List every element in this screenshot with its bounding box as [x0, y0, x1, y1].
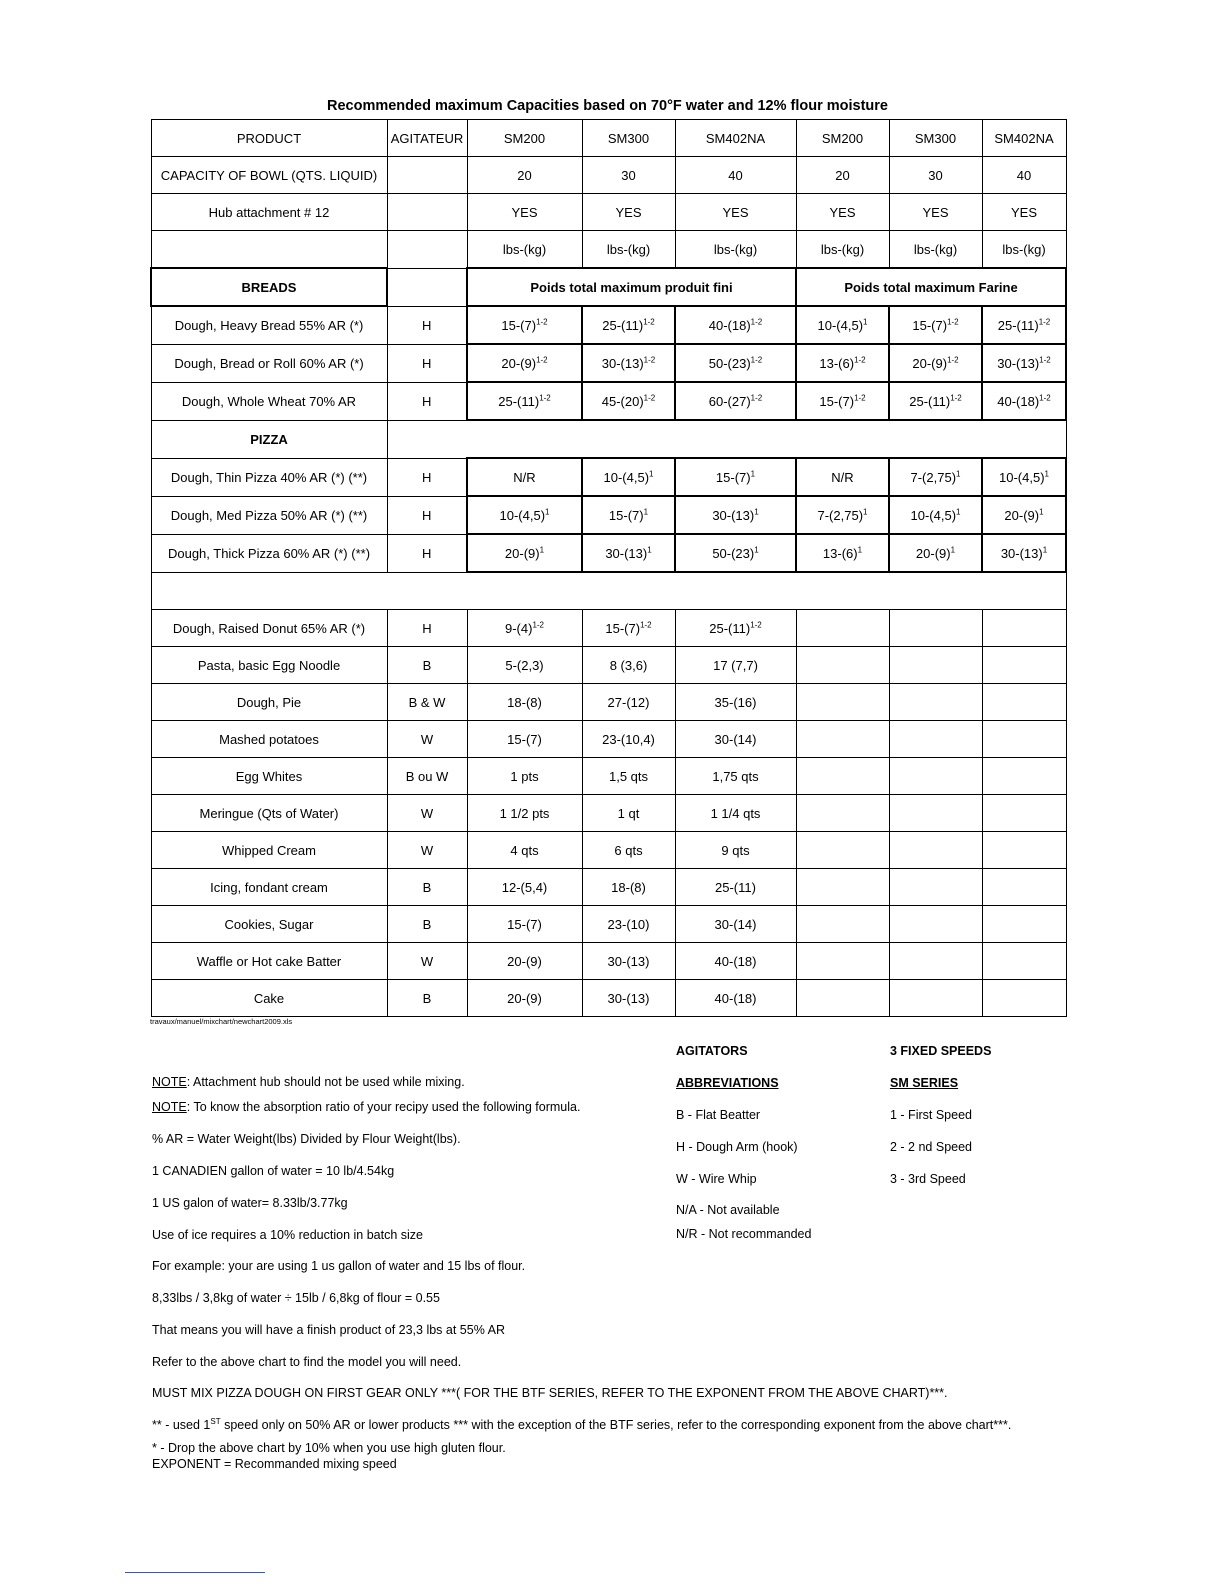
agitator-code: B [387, 980, 467, 1017]
speed-item: 3 - 3rd Speed [890, 1172, 966, 1186]
table-cell: 30 [582, 157, 675, 194]
hub-row [151, 194, 1066, 231]
capacity-value: 1,75 qts [675, 758, 796, 795]
capacity-value: $15-(7)^1$ [675, 458, 796, 496]
table-row [151, 684, 1066, 721]
table-cell [982, 943, 1066, 980]
footer-rule [125, 1572, 265, 1573]
agitator-code: B [387, 906, 467, 943]
table-row [151, 721, 1066, 758]
capacity-value: $50-(23)^1$ [675, 534, 796, 572]
first-speed-note: ** - used 1ST speed only on 50% AR or lower products *** with the exception of the BTF series, refer to the corresponding exponent from the above chart***. [152, 1416, 1012, 1432]
capacity-value: $15-(7)^{1-2}$ [467, 306, 582, 344]
capacity-value: 1 1/4 qts [675, 795, 796, 832]
capacity-value: 40-(18) [675, 943, 796, 980]
table-cell [889, 610, 982, 647]
capacity-value: $45-(20)^{1-2}$ [582, 382, 675, 420]
table-row [151, 458, 1066, 496]
product-name: Waffle or Hot cake Batter [151, 943, 387, 980]
table-cell: YES [582, 194, 675, 231]
capacity-row [151, 157, 1066, 194]
section-label: PIZZA [151, 420, 387, 458]
capacity-value: $10-(4,5)^1$ [796, 306, 889, 344]
capacity-value: 18-(8) [582, 869, 675, 906]
capacity-value: $13-(6)^1$ [796, 534, 889, 572]
column-header: SM300 [582, 120, 675, 157]
capacity-value: 5-(2,3) [467, 647, 582, 684]
product-name: Dough, Bread or Roll 60% AR (*) [151, 344, 387, 382]
capacity-value: $7-(2,75)^1$ [796, 496, 889, 534]
agitator-code: B ou W [387, 758, 467, 795]
capacity-value: $20-(9)^{1-2}$ [467, 344, 582, 382]
table-cell [796, 906, 889, 943]
table-row [151, 382, 1066, 420]
table-cell [796, 943, 889, 980]
column-header: SM200 [796, 120, 889, 157]
table-row [151, 647, 1066, 684]
capacity-value: $30-(13)^{1-2}$ [982, 344, 1066, 382]
table-row [151, 832, 1066, 869]
table-cell [796, 980, 889, 1017]
table-cell: 20 [796, 157, 889, 194]
speeds-subtitle: SM SERIES [890, 1076, 959, 1090]
table-cell [889, 758, 982, 795]
product-name: Cookies, Sugar [151, 906, 387, 943]
table-cell: CAPACITY OF BOWL (QTS. LIQUID) [151, 157, 387, 194]
table-cell [796, 795, 889, 832]
agitator-code: W [387, 943, 467, 980]
capacity-value: 30-(14) [675, 906, 796, 943]
capacity-value: 30-(14) [675, 721, 796, 758]
agitator-code: H [387, 306, 467, 344]
table-row [151, 610, 1066, 647]
capacity-value: $50-(23)^{1-2}$ [675, 344, 796, 382]
capacity-value: $7-(2,75)^1$ [889, 458, 982, 496]
table-cell [889, 721, 982, 758]
table-cell: YES [675, 194, 796, 231]
capacity-value: $20-(9)^{1-2}$ [889, 344, 982, 382]
capacity-value: 18-(8) [467, 684, 582, 721]
table-row [151, 795, 1066, 832]
table-row [151, 306, 1066, 344]
table-cell [889, 869, 982, 906]
product-name: Dough, Thick Pizza 60% AR (*) (**) [151, 534, 387, 572]
capacity-value: 23-(10) [582, 906, 675, 943]
table-cell [796, 721, 889, 758]
agitator-code: H [387, 534, 467, 572]
column-header: SM300 [889, 120, 982, 157]
capacity-value: $25-(11)^{1-2}$ [675, 610, 796, 647]
agitator-code: H [387, 610, 467, 647]
capacity-value: $9-(4)^{1-2}$ [467, 610, 582, 647]
capacity-value: N/R [467, 458, 582, 496]
capacity-value: $15-(7)^{1-2}$ [889, 306, 982, 344]
capacity-value: 6 qts [582, 832, 675, 869]
example-note: For example: your are using 1 us gallon of water and 15 lbs of flour. [152, 1259, 526, 1273]
capacity-value: $30-(13)^{1-2}$ [582, 344, 675, 382]
table-cell [889, 980, 982, 1017]
capacity-value: $15-(7)^{1-2}$ [796, 382, 889, 420]
canadian-gallon: 1 CANADIEN gallon of water = 10 lb/4.54kg [152, 1164, 395, 1178]
product-name: Dough, Heavy Bread 55% AR (*) [151, 306, 387, 344]
capacity-value: 9 qts [675, 832, 796, 869]
table-cell: lbs-(kg) [582, 231, 675, 269]
agitator-code: B [387, 869, 467, 906]
group-header: Poids total maximum Farine [796, 268, 1066, 306]
table-cell: 20 [467, 157, 582, 194]
capacity-value: 1 qt [582, 795, 675, 832]
table-cell: Hub attachment # 12 [151, 194, 387, 231]
column-header: SM402NA [982, 120, 1066, 157]
table-cell: lbs-(kg) [796, 231, 889, 269]
speed-item: 1 - First Speed [890, 1108, 972, 1122]
capacity-value: 20-(9) [467, 943, 582, 980]
table-cell: 40 [982, 157, 1066, 194]
table-cell [387, 157, 467, 194]
capacity-value: 1,5 qts [582, 758, 675, 795]
refer-note: Refer to the above chart to find the model you will need. [152, 1355, 462, 1369]
agitator-code: H [387, 496, 467, 534]
table-cell [387, 420, 1066, 458]
agitator-code: H [387, 344, 467, 382]
capacity-table [150, 119, 1067, 1017]
table-row [151, 534, 1066, 572]
agitator-item: W - Wire Whip [676, 1172, 757, 1186]
capacity-value: $10-(4,5)^1$ [467, 496, 582, 534]
capacity-value: $10-(4,5)^1$ [982, 458, 1066, 496]
table-cell: YES [982, 194, 1066, 231]
capacity-value: 17 (7,7) [675, 647, 796, 684]
us-gallon: 1 US galon of water= 8.33lb/3.77kg [152, 1196, 348, 1210]
table-cell [387, 268, 467, 306]
note-absorption: NOTE: To know the absorption ratio of your recipy used the following formula. [152, 1100, 581, 1114]
capacity-value: 27-(12) [582, 684, 675, 721]
capacity-value: $25-(11)^{1-2}$ [982, 306, 1066, 344]
capacity-value: 23-(10,4) [582, 721, 675, 758]
table-cell: lbs-(kg) [982, 231, 1066, 269]
table-cell [982, 832, 1066, 869]
capacity-value: 20-(9) [467, 980, 582, 1017]
exponent-note: EXPONENT = Recommanded mixing speed [152, 1457, 397, 1471]
table-cell [982, 647, 1066, 684]
capacity-value: $20-(9)^1$ [982, 496, 1066, 534]
capacity-value: $30-(13)^1$ [982, 534, 1066, 572]
agitator-code: W [387, 795, 467, 832]
product-name: Mashed potatoes [151, 721, 387, 758]
agitator-code: B & W [387, 684, 467, 721]
ice-note: Use of ice requires a 10% reduction in batch size [152, 1228, 423, 1242]
spacer-row [151, 572, 1066, 610]
capacity-value: $30-(13)^1$ [675, 496, 796, 534]
capacity-value: $60-(27)^{1-2}$ [675, 382, 796, 420]
agitator-code: B [387, 647, 467, 684]
table-row [151, 906, 1066, 943]
agitator-item: H - Dough Arm (hook) [676, 1140, 798, 1154]
column-header: AGITATEUR [387, 120, 467, 157]
capacity-value: $15-(7)^{1-2}$ [582, 610, 675, 647]
table-row [151, 758, 1066, 795]
capacity-value: 25-(11) [675, 869, 796, 906]
product-name: Dough, Med Pizza 50% AR (*) (**) [151, 496, 387, 534]
file-reference: travaux/manuel/mixchart/newchart2009.xls [150, 1017, 293, 1026]
capacity-value: $13-(6)^{1-2}$ [796, 344, 889, 382]
table-cell [387, 194, 467, 231]
result-note: That means you will have a finish product of 23,3 lbs at 55% AR [152, 1323, 505, 1337]
table-cell [796, 869, 889, 906]
capacity-value: 8 (3,6) [582, 647, 675, 684]
table-cell: YES [889, 194, 982, 231]
table-cell [889, 647, 982, 684]
product-name: Cake [151, 980, 387, 1017]
column-header: SM200 [467, 120, 582, 157]
column-header: PRODUCT [151, 120, 387, 157]
header-row [151, 120, 1066, 157]
pizza-heading-row [151, 420, 1066, 458]
table-cell [982, 610, 1066, 647]
table-row [151, 980, 1066, 1017]
product-name: Pasta, basic Egg Noodle [151, 647, 387, 684]
table-cell [796, 610, 889, 647]
table-cell [889, 684, 982, 721]
product-name: Egg Whites [151, 758, 387, 795]
capacity-value: $25-(11)^{1-2}$ [889, 382, 982, 420]
table-cell [982, 758, 1066, 795]
high-gluten-note: * - Drop the above chart by 10% when you use high gluten flour. [152, 1441, 506, 1455]
table-cell: lbs-(kg) [467, 231, 582, 269]
product-name: Whipped Cream [151, 832, 387, 869]
speed-item: 2 - 2 nd Speed [890, 1140, 973, 1154]
must-mix-note: MUST MIX PIZZA DOUGH ON FIRST GEAR ONLY ***( FOR THE BTF SERIES, REFER TO THE EXPONENT FROM THE ABOVE CHART)***. [152, 1386, 948, 1400]
table-row [151, 344, 1066, 382]
capacity-value: $40-(18)^{1-2}$ [675, 306, 796, 344]
capacity-value: 1 pts [467, 758, 582, 795]
capacity-value: 15-(7) [467, 721, 582, 758]
agitator-item: N/R - Not recommanded [676, 1227, 812, 1241]
table-cell [889, 832, 982, 869]
table-cell [889, 943, 982, 980]
capacity-value: $10-(4,5)^1$ [582, 458, 675, 496]
breads-heading-row [151, 268, 1066, 306]
capacity-value: $40-(18)^{1-2}$ [982, 382, 1066, 420]
table-row [151, 496, 1066, 534]
capacity-value: 12-(5,4) [467, 869, 582, 906]
product-name: Dough, Whole Wheat 70% AR [151, 382, 387, 420]
product-name: Meringue (Qts of Water) [151, 795, 387, 832]
agitator-code: W [387, 721, 467, 758]
table-cell: YES [467, 194, 582, 231]
table-cell [151, 572, 1066, 610]
table-cell [982, 869, 1066, 906]
table-cell [982, 795, 1066, 832]
table-cell: lbs-(kg) [675, 231, 796, 269]
product-name: Icing, fondant cream [151, 869, 387, 906]
capacity-value: $30-(13)^1$ [582, 534, 675, 572]
table-cell [889, 906, 982, 943]
table-cell [151, 231, 387, 269]
table-cell: YES [796, 194, 889, 231]
table-cell [387, 231, 467, 269]
agitator-code: H [387, 382, 467, 420]
capacity-value: $15-(7)^1$ [582, 496, 675, 534]
capacity-value: 1 1/2 pts [467, 795, 582, 832]
agitators-title: AGITATORS [676, 1044, 748, 1058]
table-row [151, 943, 1066, 980]
table-cell [889, 795, 982, 832]
capacity-value: $20-(9)^1$ [467, 534, 582, 572]
agitator-item: B - Flat Beatter [676, 1108, 761, 1122]
table-cell: 30 [889, 157, 982, 194]
table-cell: lbs-(kg) [889, 231, 982, 269]
capacity-value: N/R [796, 458, 889, 496]
table-cell [982, 721, 1066, 758]
note-attachment-hub: NOTE: Attachment hub should not be used while mixing. [152, 1075, 465, 1089]
table-cell [796, 832, 889, 869]
table-cell [796, 758, 889, 795]
table-cell [982, 684, 1066, 721]
group-header: Poids total maximum produit fini [467, 268, 796, 306]
capacity-value: $20-(9)^1$ [889, 534, 982, 572]
capacity-value: $10-(4,5)^1$ [889, 496, 982, 534]
capacity-value: 30-(13) [582, 943, 675, 980]
section-label: BREADS [151, 268, 387, 306]
column-header: SM402NA [675, 120, 796, 157]
capacity-value: 30-(13) [582, 980, 675, 1017]
capacity-value: $25-(11)^{1-2}$ [582, 306, 675, 344]
table-cell [982, 906, 1066, 943]
table-cell [796, 684, 889, 721]
calculation-note: 8,33lbs / 3,8kg of water ÷ 15lb / 6,8kg of flour = 0.55 [152, 1291, 440, 1305]
capacity-value: 15-(7) [467, 906, 582, 943]
table-row [151, 869, 1066, 906]
agitator-item: N/A - Not available [676, 1203, 780, 1217]
table-cell [982, 980, 1066, 1017]
product-name: Dough, Raised Donut 65% AR (*) [151, 610, 387, 647]
capacity-value: $25-(11)^{1-2}$ [467, 382, 582, 420]
product-name: Dough, Pie [151, 684, 387, 721]
units-row [151, 231, 1066, 269]
page-title: Recommended maximum Capacities based on 70°F water and 12% flour moisture [327, 98, 888, 114]
agitator-code: H [387, 458, 467, 496]
ar-formula: % AR = Water Weight(lbs) Divided by Flour Weight(lbs). [152, 1132, 461, 1146]
speeds-title: 3 FIXED SPEEDS [890, 1044, 992, 1058]
agitators-subtitle: ABBREVIATIONS [676, 1076, 779, 1090]
agitator-code: W [387, 832, 467, 869]
capacity-value: 40-(18) [675, 980, 796, 1017]
table-cell [796, 647, 889, 684]
capacity-value: 35-(16) [675, 684, 796, 721]
product-name: Dough, Thin Pizza 40% AR (*) (**) [151, 458, 387, 496]
capacity-value: 4 qts [467, 832, 582, 869]
table-cell: 40 [675, 157, 796, 194]
